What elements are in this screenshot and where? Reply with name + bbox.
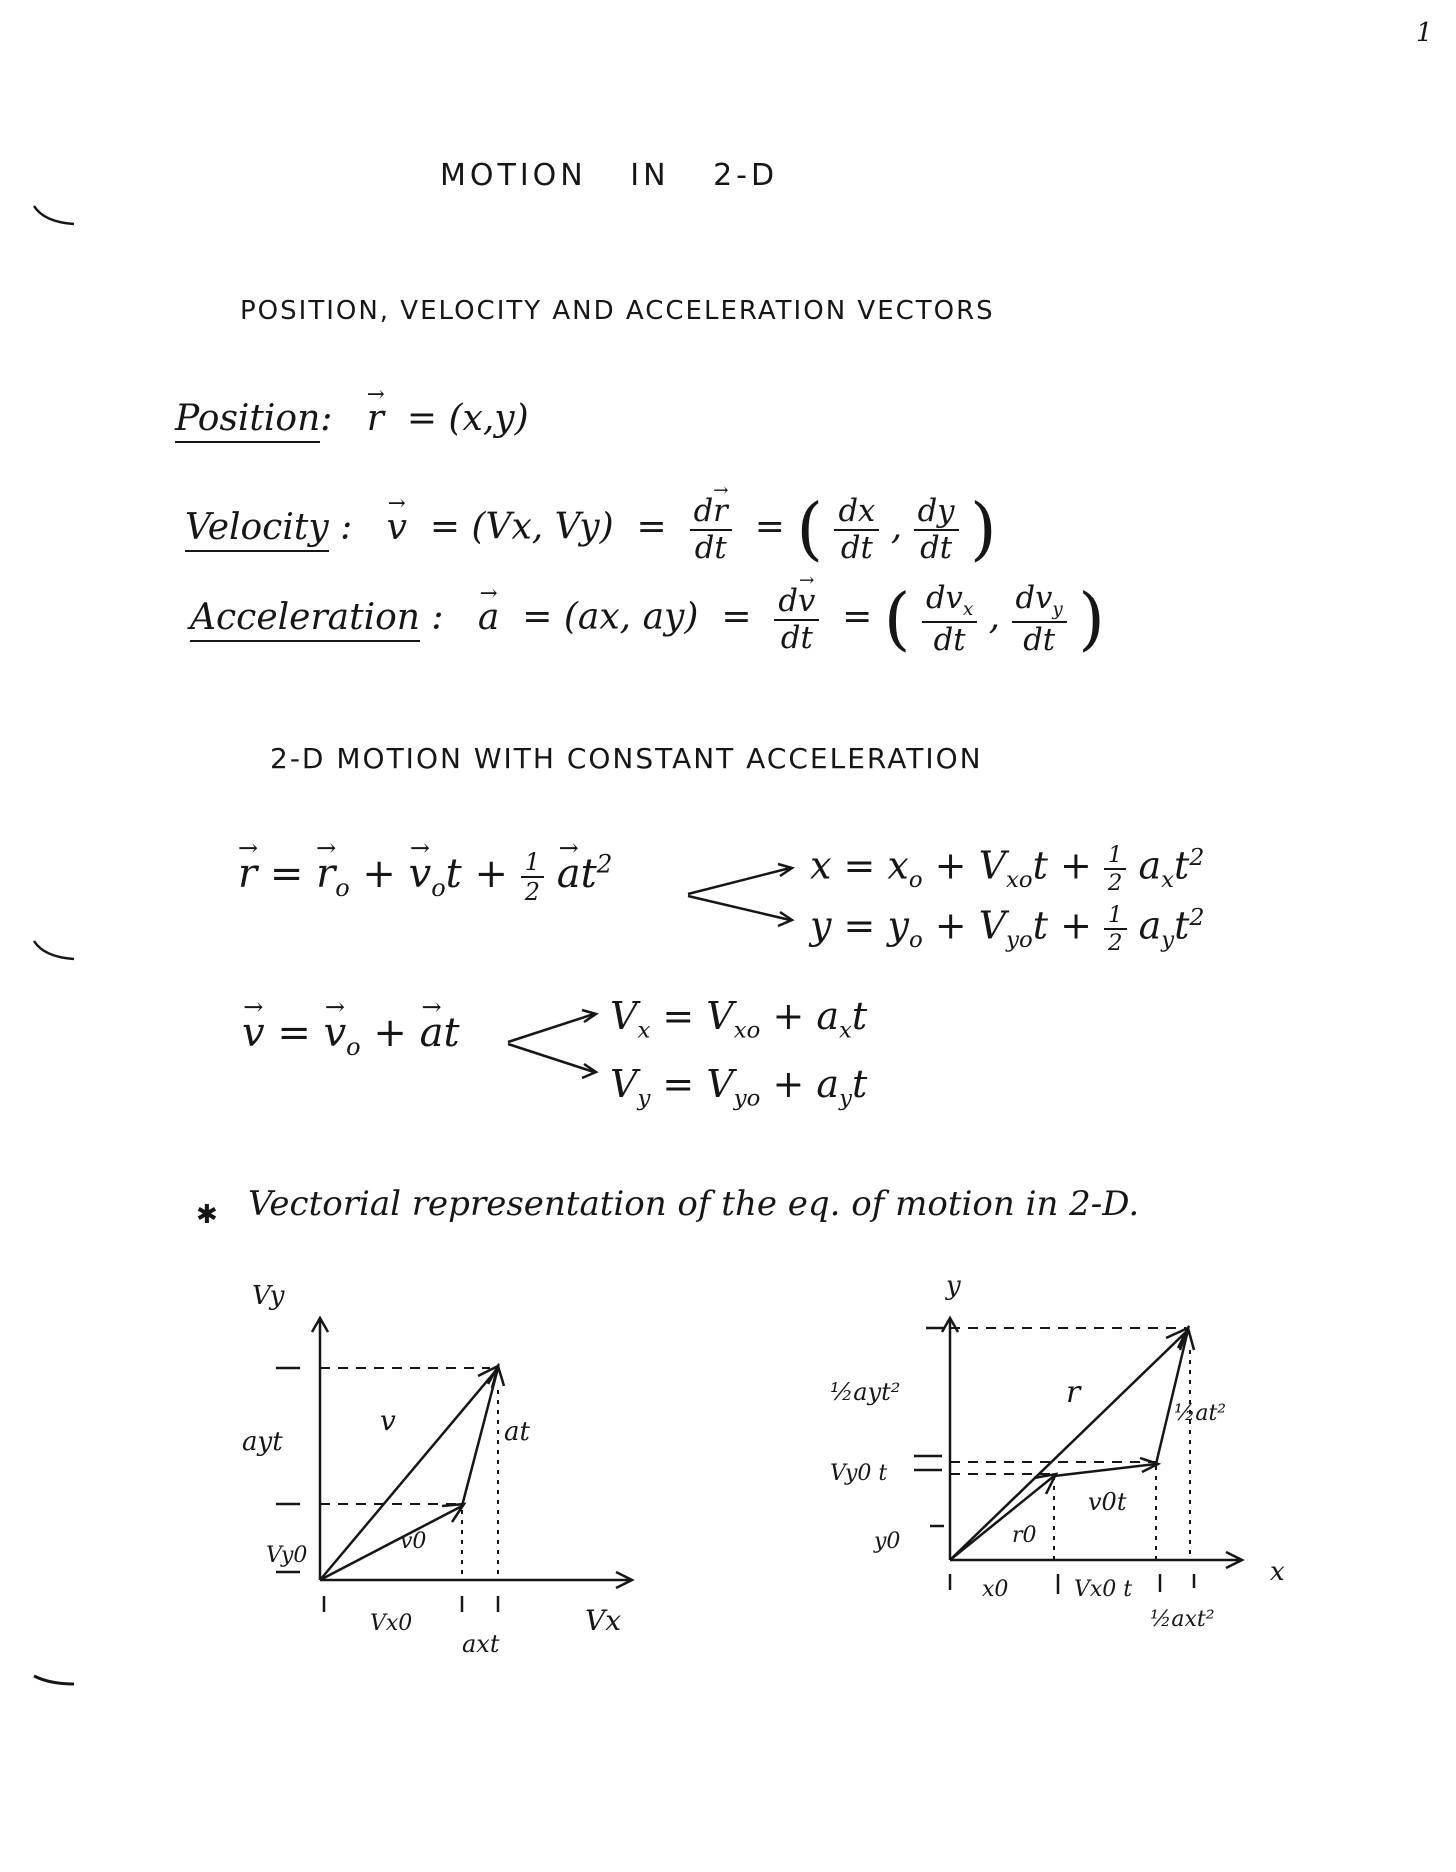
- branch-arrows-position: [680, 858, 800, 928]
- page-title: MOTION IN 2-D: [440, 158, 779, 193]
- position-vector-diagram: [830, 1270, 1330, 1660]
- position-label: Position: [175, 398, 320, 443]
- margin-mark-middle: [30, 935, 80, 965]
- branch-arrows-velocity: [500, 1004, 610, 1084]
- margin-mark-top: [30, 200, 80, 230]
- vdiag-ayt-label: ayt: [242, 1427, 283, 1457]
- vdiag-vy0-label: Vy0: [266, 1543, 308, 1568]
- pdiag-v0t-label: v0t: [1088, 1488, 1127, 1516]
- note-text: Vectorial representation of the eq. of motion in 2-D.: [248, 1184, 1140, 1224]
- position-eq-of-motion: → r = → $r_o$ + → $v_ot$ + $\frac{1}{2}$ → $at^2$: [238, 848, 612, 906]
- pdiag-y0-label: y0: [874, 1529, 901, 1554]
- section-heading-vectors: POSITION, VELOCITY AND ACCELERATION VECTORS: [240, 296, 995, 326]
- vdiag-v-label: v: [380, 1404, 396, 1437]
- pdiag-vy0t-label: Vy0 t: [830, 1461, 888, 1486]
- velocity-vector: → v: [387, 507, 407, 548]
- page-number: 1: [1416, 18, 1433, 48]
- pdiag-x0-label: x0: [982, 1577, 1009, 1602]
- pdiag-half-at2-label: ½at²: [1174, 1401, 1227, 1426]
- pdiag-r0-label: r0: [1012, 1523, 1037, 1548]
- acceleration-equation: Acceleration : → a = (ax, ay) = $\frac{d\to v}{dt}$ = ( $\frac{dv_x}{dt}$ , $\frac{dv_y}{dt}$ ): [190, 580, 1105, 659]
- note-bullet: ✱: [196, 1200, 218, 1230]
- vx-eq-of-motion: $V_x = V_{xo} + a_xt$: [610, 994, 868, 1044]
- pdiag-half-ax-t2-label: ½axt²: [1150, 1607, 1215, 1632]
- velocity-vector-diagram: [240, 1280, 660, 1660]
- vdiag-y-axis-label: Vy: [252, 1281, 285, 1311]
- acceleration-components: (ax, ay): [563, 596, 699, 638]
- vdiag-at-label: at: [504, 1417, 530, 1447]
- y-eq-of-motion: $y = y_o + V_{yo}t$ + $\frac{1}{2}$ $a_yt^2$: [810, 902, 1205, 956]
- position-vector: → r: [367, 398, 384, 439]
- vdiag-v0-label: v0: [400, 1529, 427, 1554]
- velocity-label: Velocity: [185, 507, 329, 552]
- velocity-eq-of-motion: → v = → $v_o$ + → at: [242, 1010, 460, 1061]
- pdiag-vx0t-label: Vx0 t: [1074, 1577, 1133, 1602]
- margin-mark-bottom: [30, 1670, 80, 1690]
- acceleration-vector: → a: [478, 597, 499, 638]
- position-components: (x,y): [448, 398, 529, 439]
- acceleration-label: Acceleration: [190, 597, 420, 642]
- x-eq-of-motion: $x = x_o + V_{xo}t$ + $\frac{1}{2}$ $a_xt^2$: [810, 842, 1205, 896]
- pdiag-y-axis-label: y: [946, 1271, 961, 1301]
- vdiag-x-axis-label: Vx: [585, 1604, 622, 1637]
- vdiag-vx0-label: Vx0: [370, 1611, 413, 1636]
- vy-eq-of-motion: $V_y = V_{yo} + a_yt$: [610, 1062, 868, 1112]
- vdiag-axt-label: axt: [462, 1630, 500, 1658]
- velocity-equation: Velocity : → v = (Vx, Vy) = $\frac{d\to r}{dt}$ = ( $\frac{dx}{dt}$ , $\frac{dy}{dt}$ ): [185, 490, 997, 569]
- section-heading-constant-acceleration: 2-D MOTION WITH CONSTANT ACCELERATION: [270, 742, 983, 775]
- pdiag-x-axis-label: x: [1270, 1557, 1285, 1587]
- position-equation: Position: → r = (x,y): [175, 398, 529, 439]
- pdiag-r-label: r: [1066, 1375, 1081, 1410]
- velocity-components: (Vx, Vy): [471, 506, 614, 548]
- pdiag-half-ay-t2-label: ½ayt²: [830, 1378, 901, 1406]
